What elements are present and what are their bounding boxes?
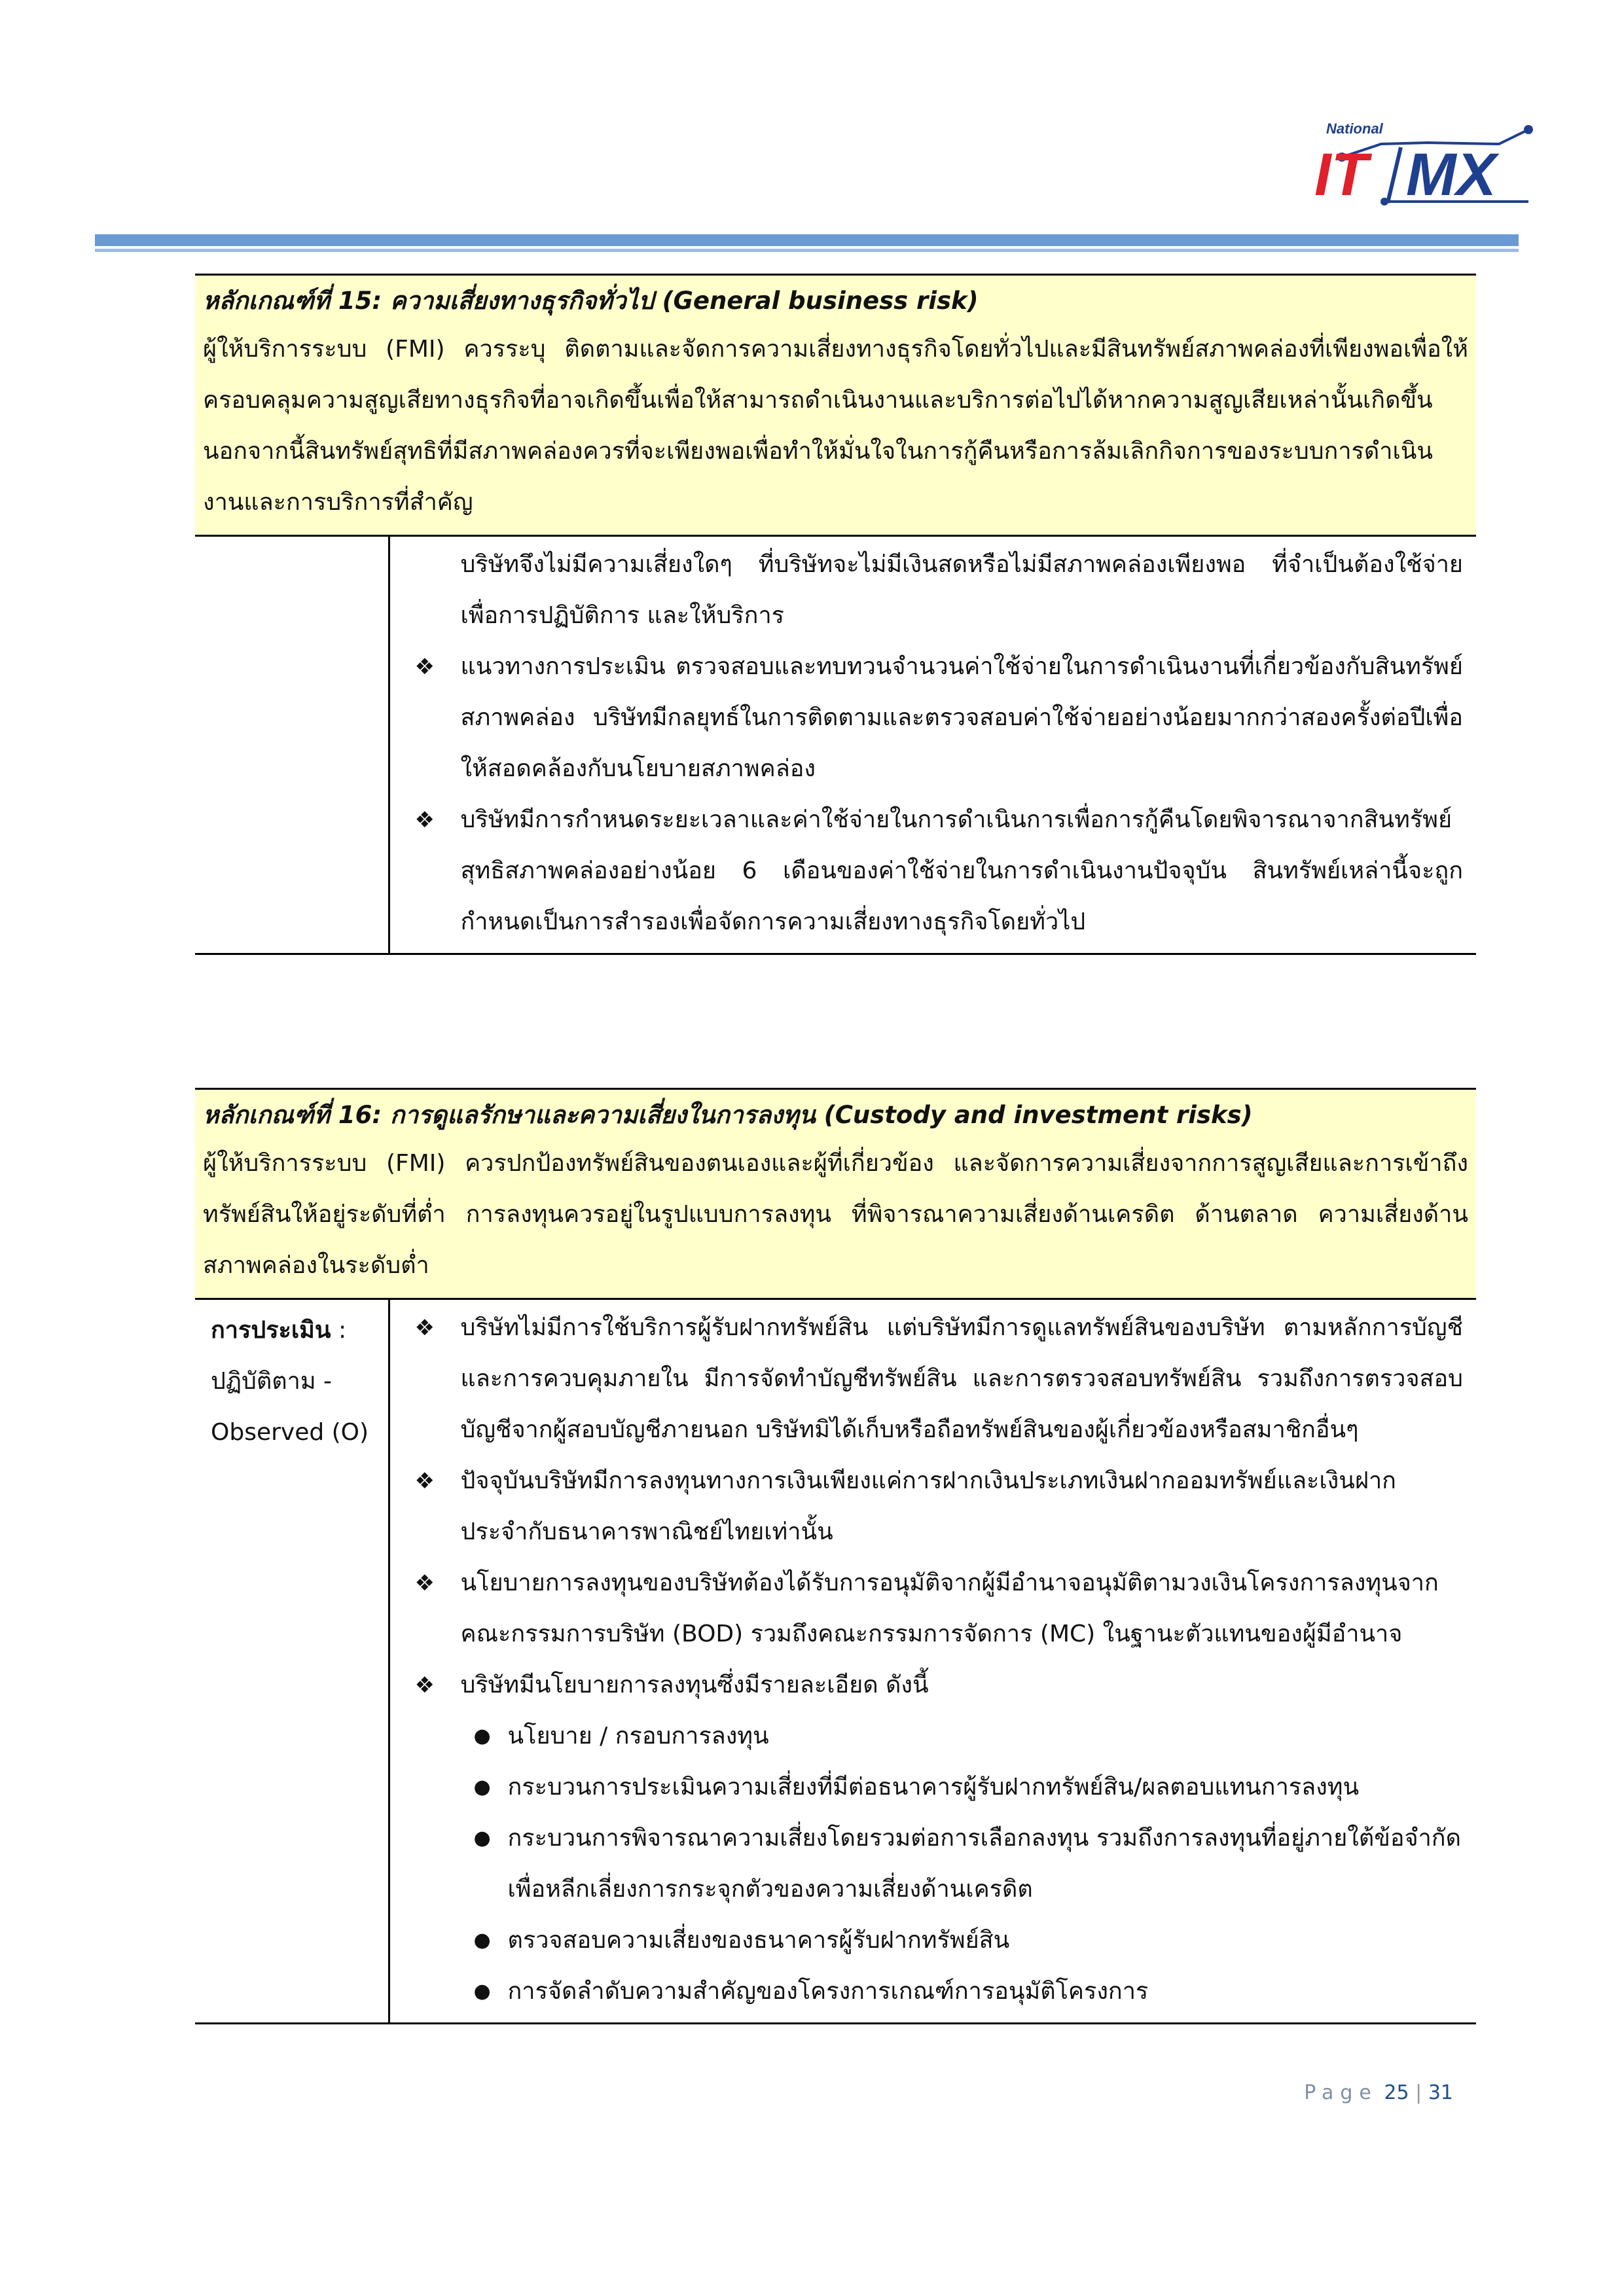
principle-16-header <box>195 1089 1476 1299</box>
principle-15-table <box>195 274 1476 955</box>
assessment-value-en: Observed (O) <box>211 1419 369 1446</box>
list-item <box>403 641 1464 795</box>
round-bullet-icon: ● <box>473 1827 491 1850</box>
list-item <box>403 1558 1464 1660</box>
sub-list-item-text: กระบวนการประเมินความเสี่ยงที่มีต่อธนาคารผู้รับฝากทรัพย์สิน/ผลตอบแทนการลงทุน <box>507 1774 1360 1801</box>
diamond-bullet-icon: ❖ <box>414 807 435 833</box>
sub-list-item <box>403 1813 1464 1915</box>
svg-text:MX: MX <box>1406 141 1496 208</box>
round-bullet-icon: ● <box>473 1776 491 1799</box>
sub-list-item-text: นโยบาย / กรอบการลงทุน <box>507 1723 769 1749</box>
principle-16-title: หลักเกณฑ์ที่ 16: การดูแลรักษาและความเสี่ยงในการลงทุน (Custody and investment risks) <box>203 1101 1253 1129</box>
list-item-text: บริษัทไม่มีการใช้บริการผู้รับฝากทรัพย์สิน แต่บริษัทมีการดูแลทรัพย์สินของบริษัท ตามหลักการบัญชีและการควบคุมภายใน มีการจัดทำบัญชีทรัพย์สิน และการตรวจสอบทรัพย์สิน รวมถึงการตรวจสอบบัญชีจากผู้สอบบัญชีภายนอก บริษัทมิได้เก็บหรือถือทรัพย์สินของผู้เกี่ยวข้องหรือสมาชิกอื่นๆ <box>460 1314 1463 1443</box>
principle-16-description: ผู้ให้บริการระบบ (FMI) ควรปกป้องทรัพย์สินของตนเองและผู้ที่เกี่ยวข้อง และจัดการความเสี่ยงจากการสูญเสียและการเข้าถึงทรัพย์สินให้อยู่ระดับที่ต่ำ การลงทุนควรอยู่ในรูปแบบการลงทุน ที่พิจารณาความเสี่ยงด้านเครดิต ด้านตลาด ความเสี่ยงด้านสภาพคล่องในระดับต่ำ <box>203 1150 1468 1279</box>
diamond-bullet-icon: ❖ <box>414 1468 435 1494</box>
itmx-logo <box>1303 118 1538 216</box>
principle-16-assessment-cell <box>195 1299 389 2024</box>
principle-15-content <box>389 536 1476 954</box>
page-number: 25 <box>1384 2081 1409 2104</box>
sub-list-item-text: กระบวนการพิจารณาความเสี่ยงโดยรวมต่อการเลือกลงทุน รวมถึงการลงทุนที่อยู่ภายใต้ข้อจำกัดเพื่อหลีกเลี่ยงการกระจุกตัวของความเสี่ยงด้านเครดิต <box>507 1825 1461 1903</box>
round-bullet-icon: ● <box>473 1725 491 1748</box>
total-pages: 31 <box>1428 2081 1453 2104</box>
list-item-text: นโยบายการลงทุนของบริษัทต้องได้รับการอนุมัติจากผู้มีอำนาจอนุมัติตามวงเงินโครงการลงทุนจากคณะกรรมการบริษัท (BOD) รวมถึงคณะกรรมการจัดการ (MC) ในฐานะตัวแทนของผู้มีอำนาจ <box>460 1570 1439 1647</box>
page-separator: | <box>1415 2081 1422 2104</box>
svg-text:IT: IT <box>1314 141 1368 208</box>
page-word: Page <box>1304 2081 1378 2104</box>
principle-16-table <box>195 1088 1476 2024</box>
sub-list-item-text: การจัดลำดับความสำคัญของโครงการเกณฑ์การอนุมัติโครงการ <box>507 1978 1149 2005</box>
diamond-bullet-icon: ❖ <box>414 1570 435 1596</box>
principle-16-content <box>389 1299 1476 2024</box>
logo-national-text: National <box>1326 120 1383 137</box>
list-item <box>403 1302 1464 1456</box>
principle-15-header <box>195 275 1476 536</box>
diamond-bullet-icon: ❖ <box>414 1315 435 1341</box>
page-footer <box>1244 2081 1453 2104</box>
round-bullet-icon: ● <box>473 1929 491 1952</box>
header-rule <box>95 234 1519 246</box>
sub-list-item <box>403 1966 1464 2017</box>
sub-list-item-text: ตรวจสอบความเสี่ยงของธนาคารผู้รับฝากทรัพย์สิน <box>507 1927 1010 1954</box>
sub-list-item <box>403 1762 1464 1813</box>
round-bullet-icon: ● <box>473 1980 491 2003</box>
diamond-bullet-icon: ❖ <box>414 654 435 680</box>
sub-list-item <box>403 1711 1464 1762</box>
sub-list-item <box>403 1915 1464 1966</box>
assessment-value-th: ปฏิบัติตาม - <box>211 1368 333 1395</box>
list-item-text: แนวทางการประเมิน ตรวจสอบและทบทวนจำนวนค่าใช้จ่ายในการดำเนินงานที่เกี่ยวข้องกับสินทรัพย์สภาพคล่อง บริษัทมีกลยุทธ์ในการติดตามและตรวจสอบค่าใช้จ่ายอย่างน้อยมากกว่าสองครั้งต่อปีเพื่อให้สอดคล้องกับนโยบายสภาพคล่อง <box>460 653 1463 782</box>
assessment-label: การประเมิน : <box>211 1317 347 1344</box>
principle-15-continuation: บริษัทจึงไม่มีความเสี่ยงใดๆ ที่บริษัทจะไม่มีเงินสดหรือไม่มีสภาพคล่องเพียงพอ ที่จำเป็นต้องใช้จ่ายเพื่อการปฏิบัติการ และให้บริการ <box>460 551 1463 629</box>
list-item-text: ปัจจุบันบริษัทมีการลงทุนทางการเงินเพียงแค่การฝากเงินประเภทเงินฝากออมทรัพย์และเงินฝากประจำกับธนาคารพาณิชย์ไทยเท่านั้น <box>460 1467 1396 1545</box>
principle-15-description: ผู้ให้บริการระบบ (FMI) ควรระบุ ติดตามและจัดการความเสี่ยงทางธุรกิจโดยทั่วไปและมีสินทรัพย์สภาพคล่องที่เพียงพอเพื่อให้ครอบคลุมความสูญเสียทางธุรกิจที่อาจเกิดขึ้นเพื่อให้สามารถดำเนินงานและบริการต่อไปได้หากความสูญเสียเหล่านั้นเกิดขึ้น นอกจากนี้สินทรัพย์สุทธิที่มีสภาพคล่องควรที่จะเพียงพอเพื่อทำให้มั่นใจในการกู้คืนหรือการล้มเลิกกิจการของระบบการดำเนินงานและการบริการที่สำคัญ <box>203 336 1468 516</box>
diamond-bullet-icon: ❖ <box>414 1672 435 1698</box>
list-item-text: บริษัทมีนโยบายการลงทุนซึ่งมีรายละเอียด ดังนี้ <box>460 1672 929 1698</box>
principle-15-assessment-cell <box>195 536 389 954</box>
list-item <box>403 1660 1464 1711</box>
header-rule-thin <box>95 249 1519 252</box>
principle-15-title: หลักเกณฑ์ที่ 15: ความเสี่ยงทางธุรกิจทั่วไป (General business risk) <box>203 287 979 315</box>
list-item <box>403 1456 1464 1558</box>
list-item-text: บริษัทมีการกำหนดระยะเวลาและค่าใช้จ่ายในการดำเนินการเพื่อการกู้คืนโดยพิจารณาจากสินทรัพย์สุทธิสภาพคล่องอย่างน้อย 6 เดือนของค่าใช้จ่ายในการดำเนินงานปัจจุบัน สินทรัพย์เหล่านี้จะถูกกำหนดเป็นการสำรองเพื่อจัดการความเสี่ยงทางธุรกิจโดยทั่วไป <box>460 806 1463 935</box>
list-item <box>403 795 1464 948</box>
